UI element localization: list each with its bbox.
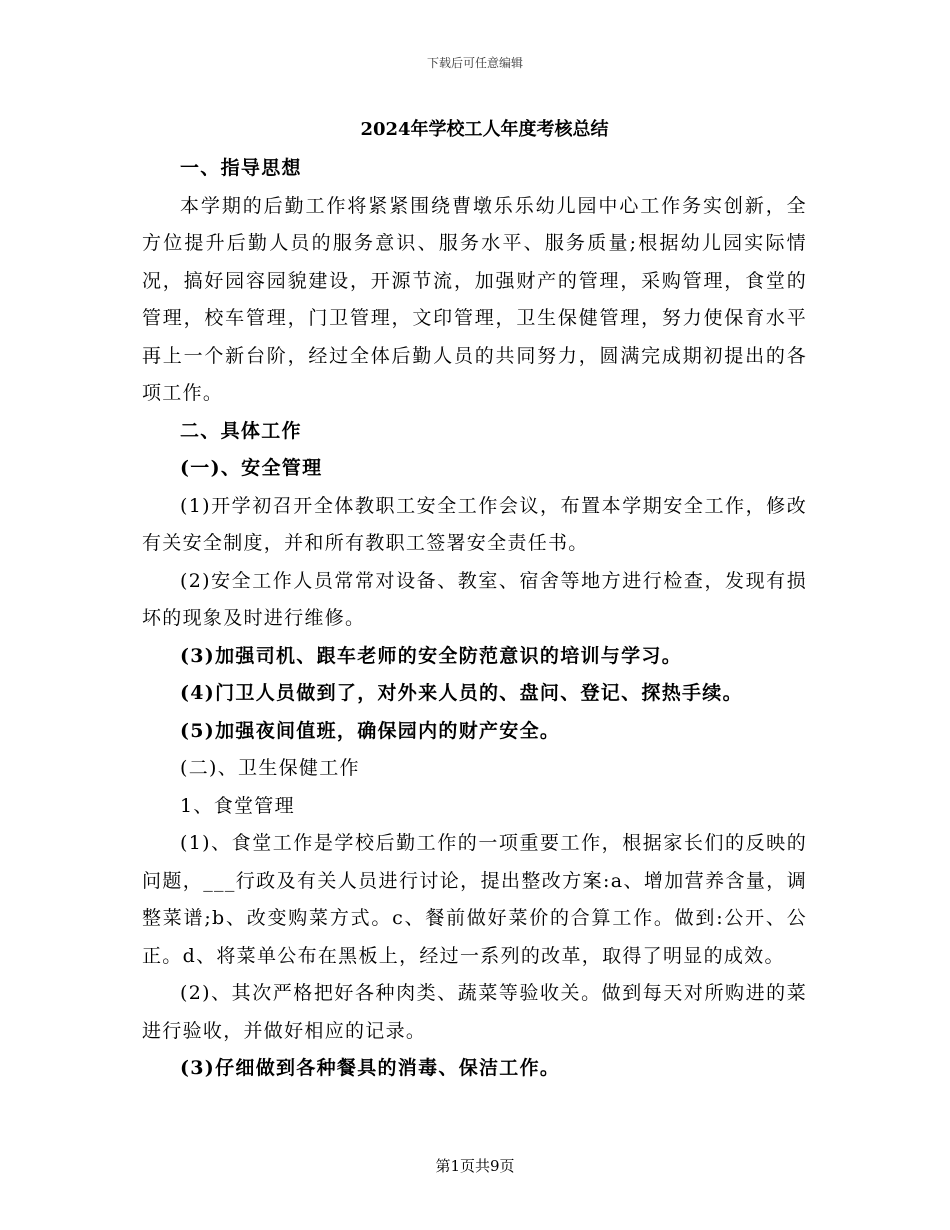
paragraph-canteen-item-1: (1)、食堂工作是学校后勤工作的一项重要工作，根据家长们的反映的问题，___行政及有关人员进行讨论，提出整改方案:a、增加营养含量，调整菜谱;b、改变购菜方式。c、餐前做好菜价的合算工作。做到:公开、公正。d、将菜单公布在黑板上，经过一系列的改革，取得了明显的成效。 bbox=[142, 832, 807, 967]
subsection-heading-safety: (一)、安全管理 bbox=[180, 457, 323, 479]
page-number-indicator: 第1页共9页 bbox=[435, 1157, 515, 1175]
paragraph-canteen-item-2: (2)、其次严格把好各种肉类、蔬菜等验收关。做到每天对所购进的菜进行验收，并做好相应的记录。 bbox=[142, 982, 807, 1042]
paragraph-safety-item-5: (5)加强夜间值班，确保园内的财产安全。 bbox=[180, 719, 561, 742]
subsection-heading-health: (二)、卫生保健工作 bbox=[180, 757, 360, 779]
paragraph-safety-item-3: (3)加强司机、跟车老师的安全防范意识的培训与学习。 bbox=[180, 644, 683, 667]
document-title: 2024年学校工人年度考核总结 bbox=[360, 119, 609, 140]
paragraph-safety-item-2: (2)安全工作人员常常对设备、教室、宿舍等地方进行检查，发现有损坏的现象及时进行维修。 bbox=[142, 569, 807, 629]
section-heading-guiding-ideology: 一、指导思想 bbox=[180, 157, 302, 179]
document-body bbox=[142, 112, 807, 1088]
paragraph-guiding-ideology: 本学期的后勤工作将紧紧围绕曹墩乐乐幼儿园中心工作务实创新，全方位提升后勤人员的服务意识、服务水平、服务质量;根据幼儿园实际情况，搞好园容园貌建设，开源节流，加强财产的管理，采购管理，食堂的管理，校车管理，门卫管理，文印管理，卫生保健管理，努力使保育水平再上一个新台阶，经过全体后勤人员的共同努力，圆满完成期初提出的各项工作。 bbox=[142, 194, 807, 404]
paragraph-safety-item-1: (1)开学初召开全体教职工安全工作会议，布置本学期安全工作，修改有关安全制度，并和所有教职工签署安全责任书。 bbox=[142, 494, 807, 554]
subsection-heading-canteen: 1、食堂管理 bbox=[180, 794, 295, 817]
paragraph-canteen-item-3: (3)仔细做到各种餐具的消毒、保洁工作。 bbox=[180, 1057, 561, 1079]
section-heading-specific-work: 二、具体工作 bbox=[180, 419, 302, 442]
page-header-note: 下载后可任意编辑 bbox=[426, 56, 523, 70]
paragraph-safety-item-4: (4)门卫人员做到了，对外来人员的、盘问、登记、探热手续。 bbox=[180, 682, 743, 704]
